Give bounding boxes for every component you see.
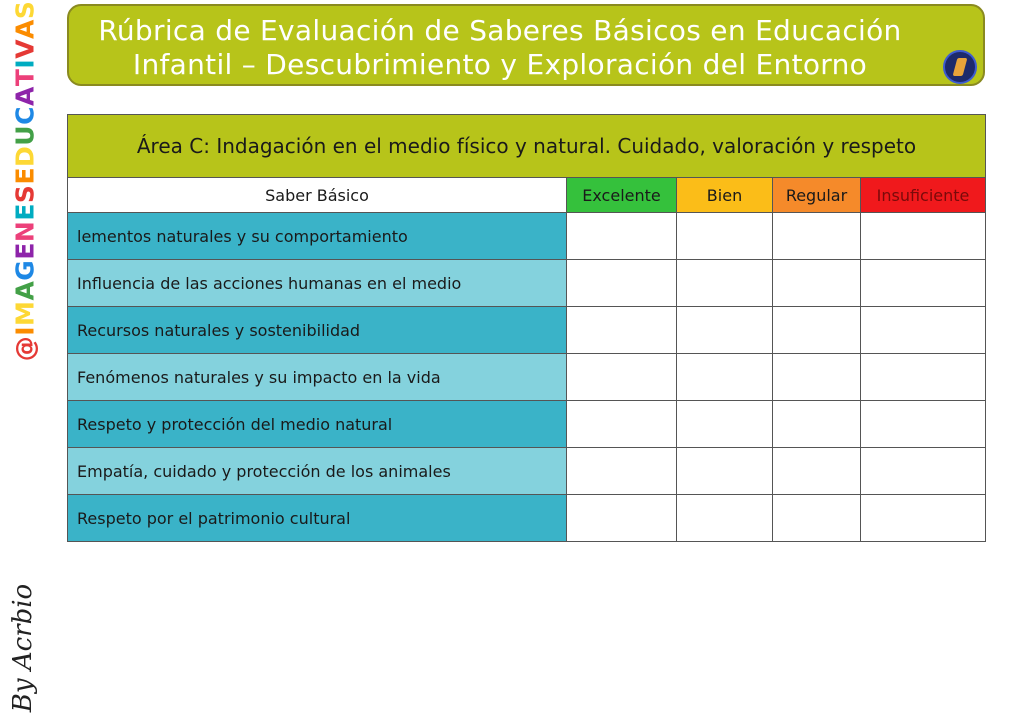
cell-regular[interactable] xyxy=(773,213,861,260)
table-row xyxy=(68,354,986,401)
cell-regular[interactable] xyxy=(773,448,861,495)
row-label: Influencia de las acciones humanas en el medio xyxy=(68,260,567,307)
header-excelente: Excelente xyxy=(567,178,677,213)
watermark-letter: C xyxy=(10,106,40,125)
row-label: Respeto y protección del medio natural xyxy=(68,401,567,448)
rubric-body xyxy=(68,213,986,542)
cell-excelente[interactable] xyxy=(567,213,677,260)
area-row xyxy=(68,115,986,178)
title-line-1: Rúbrica de Evaluación de Saberes Básicos en Educación xyxy=(98,14,902,47)
watermark-letter: E xyxy=(10,242,40,260)
header-regular: Regular xyxy=(773,178,861,213)
cell-regular[interactable] xyxy=(773,354,861,401)
row-label: Respeto por el patrimonio cultural xyxy=(68,495,567,542)
rubric-table xyxy=(67,114,986,542)
watermark-letter: I xyxy=(10,325,40,336)
logo-badge-icon xyxy=(943,50,977,84)
cell-bien[interactable] xyxy=(677,213,773,260)
watermark-letter: V xyxy=(10,38,40,59)
table-row xyxy=(68,213,986,260)
cell-bien[interactable] xyxy=(677,495,773,542)
table-row xyxy=(68,260,986,307)
cell-regular[interactable] xyxy=(773,495,861,542)
watermark-letter: T xyxy=(10,68,40,87)
table-row xyxy=(68,448,986,495)
header-bien: Bien xyxy=(677,178,773,213)
cell-insuficiente[interactable] xyxy=(861,307,986,354)
cell-bien[interactable] xyxy=(677,307,773,354)
watermark-letter: A xyxy=(10,86,40,107)
title-line-2: Infantil – Descubrimiento y Exploración del Entorno xyxy=(132,48,868,81)
cell-excelente[interactable] xyxy=(567,260,677,307)
cell-bien[interactable] xyxy=(677,448,773,495)
cell-bien[interactable] xyxy=(677,354,773,401)
cell-excelente[interactable] xyxy=(567,307,677,354)
watermark-letter: A xyxy=(10,19,40,39)
cell-excelente[interactable] xyxy=(567,401,677,448)
row-label: lementos naturales y su comportamiento xyxy=(68,213,567,260)
cell-regular[interactable] xyxy=(773,401,861,448)
cell-regular[interactable] xyxy=(773,307,861,354)
table-row xyxy=(68,401,986,448)
row-label: Empatía, cuidado y protección de los animales xyxy=(68,448,567,495)
watermark-letter xyxy=(11,0,40,1)
watermark-letter: E xyxy=(10,166,40,185)
cell-excelente[interactable] xyxy=(567,354,677,401)
cell-insuficiente[interactable] xyxy=(861,495,986,542)
watermark-letter: D xyxy=(10,145,40,167)
cell-regular[interactable] xyxy=(773,260,861,307)
watermark-text xyxy=(11,0,40,361)
signature xyxy=(6,578,40,718)
row-label: Recursos naturales y sostenibilidad xyxy=(68,307,567,354)
cell-insuficiente[interactable] xyxy=(861,213,986,260)
header-row xyxy=(68,178,986,213)
header-saber-basico: Saber Básico xyxy=(68,178,567,213)
title-banner xyxy=(67,4,985,86)
row-label: Fenómenos naturales y su impacto en la vida xyxy=(68,354,567,401)
watermark-letter: S xyxy=(10,0,40,20)
cell-excelente[interactable] xyxy=(567,495,677,542)
watermark-letter: N xyxy=(10,220,40,243)
cell-insuficiente[interactable] xyxy=(861,260,986,307)
watermark-letter: E xyxy=(10,203,40,221)
header-insuficiente: Insuficiente xyxy=(861,178,986,213)
cell-bien[interactable] xyxy=(677,401,773,448)
watermark-letter: S xyxy=(10,184,40,204)
cell-insuficiente[interactable] xyxy=(861,354,986,401)
watermark-letter: @ xyxy=(10,335,40,362)
watermark xyxy=(8,0,42,362)
watermark-letter: M xyxy=(10,300,40,326)
cell-excelente[interactable] xyxy=(567,448,677,495)
watermark-letter: A xyxy=(10,280,40,301)
table-row xyxy=(68,495,986,542)
cell-insuficiente[interactable] xyxy=(861,401,986,448)
signature-text: By Acrbio xyxy=(8,583,38,713)
watermark-letter: U xyxy=(10,124,40,146)
table-row xyxy=(68,307,986,354)
area-heading: Área C: Indagación en el medio físico y natural. Cuidado, valoración y respeto xyxy=(68,115,986,178)
cell-bien[interactable] xyxy=(677,260,773,307)
page-title xyxy=(69,14,931,82)
cell-insuficiente[interactable] xyxy=(861,448,986,495)
watermark-letter: G xyxy=(10,259,40,281)
watermark-letter: I xyxy=(10,58,40,69)
